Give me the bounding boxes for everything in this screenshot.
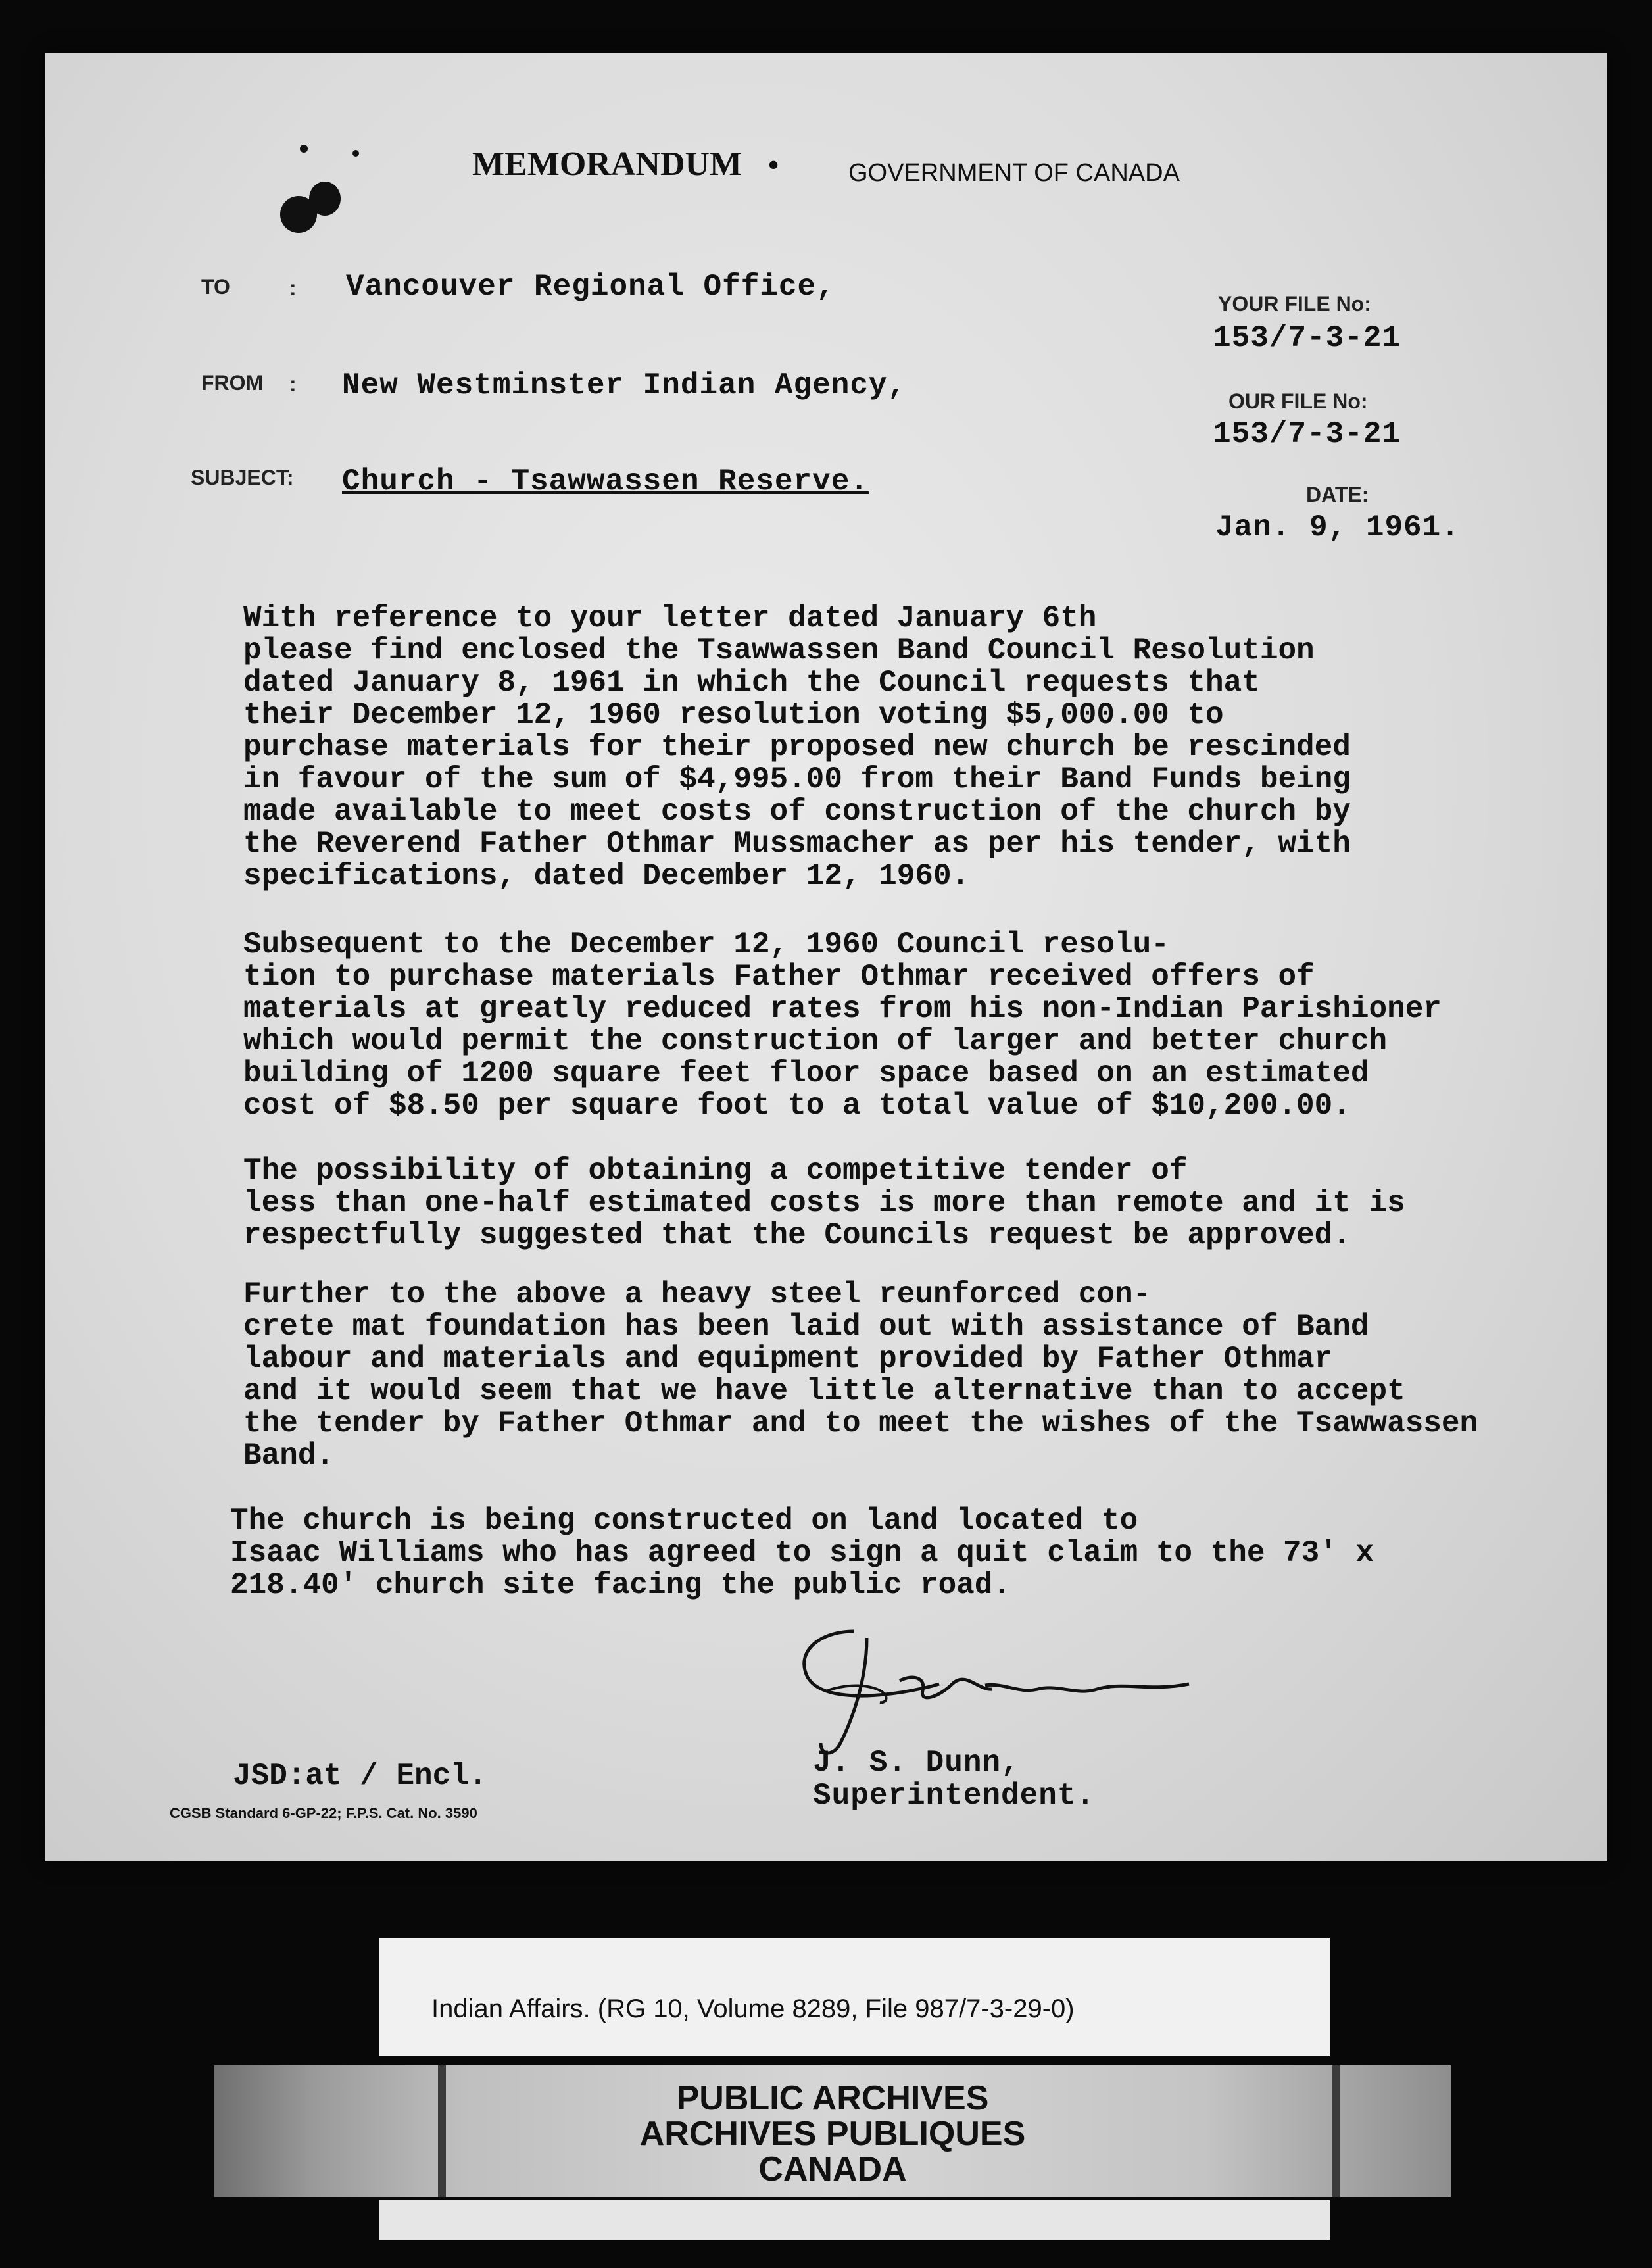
archive-line-2: ARCHIVES PUBLIQUES (639, 2115, 1026, 2153)
subject-value: Church - Tsawwassen Reserve. (342, 464, 869, 499)
our-file-value: 153/7-3-21 (1213, 417, 1401, 451)
to-label: TO (201, 275, 230, 299)
memorandum-sheet (45, 53, 1607, 1861)
government-of-canada: GOVERNMENT OF CANADA (848, 159, 1180, 187)
from-value: New Westminster Indian Agency, (342, 368, 907, 403)
from-colon: : (289, 372, 297, 396)
body-paragraph-5: The church is being constructed on land located to Isaac Williams who has agreed to sign a quit claim to the 73' x 218.40' church site facing the public road. (230, 1504, 1374, 1602)
header-bullet: • (768, 148, 779, 182)
subject-label: SUBJECT: (191, 466, 294, 489)
body-paragraph-2: Subsequent to the December 12, 1960 Council resolu- tion to purchase materials Father Othmar received offers of materials at greatly reduced rates from his non-Indian Parishioner which would permit the construction of larger and better church building of 1200 square feet floor space based on an estimated cost of $8.50 per square foot to a total value of $10,200.00. (243, 927, 1442, 1123)
body-paragraph-1: With reference to your letter dated January 6th please find enclosed the Tsawwassen Band Council Resolution dated January 8, 1961 in which the Council requests that their December 12, 1960 resolution voting $5,000.00 to purchase materials for their proposed new church be rescinded in favour of the sum of $4,995.00 from their Band Funds being made available to meet costs of construction of the church by the Reverend Father Othmar Mussmacher as per his tender, with specifications, dated December 12, 1960. (243, 601, 1351, 893)
ink-speck (300, 145, 308, 153)
form-number: CGSB Standard 6-GP-22; F.P.S. Cat. No. 3590 (170, 1805, 477, 1821)
memorandum-title: MEMORANDUM (472, 145, 742, 183)
your-file-label: YOUR FILE No: (1218, 292, 1371, 316)
signatory-name: J. S. Dunn, (813, 1746, 1020, 1780)
to-value: Vancouver Regional Office, (346, 270, 835, 304)
date-label: DATE: (1306, 483, 1369, 506)
body-paragraph-4: Further to the above a heavy steel reunforced con- crete mat foundation has been laid out with assistance of Band labour and materials and equipment provided by Father Othmar and it would seem that we have little alternative than to accept the tender by Father Othmar and to meet the wishes of the Tsawwassen Band. (243, 1277, 1478, 1473)
from-label: FROM (201, 371, 264, 395)
archive-line-1: PUBLIC ARCHIVES (676, 2079, 989, 2117)
our-file-label: OUR FILE No: (1228, 389, 1368, 413)
reference-initials: JSD:at / Encl. (233, 1759, 487, 1793)
your-file-value: 153/7-3-21 (1213, 321, 1401, 355)
body-paragraph-3: The possibility of obtaining a competitive tender of less than one-half estimated costs is more than remote and it is respectfully suggested that the Councils request be approved. (243, 1154, 1405, 1252)
ink-spot (309, 182, 341, 216)
archive-citation-card (379, 1938, 1330, 2056)
date-value: Jan. 9, 1961. (1215, 510, 1460, 545)
ink-speck (352, 150, 359, 157)
archive-citation: Indian Affairs. (RG 10, Volume 8289, File 987/7-3-29-0) (431, 1994, 1075, 2023)
bottom-card-strip (379, 2200, 1330, 2240)
signatory-title: Superintendent. (813, 1779, 1096, 1813)
to-colon: : (289, 276, 297, 300)
archive-line-3: CANADA (758, 2150, 907, 2188)
archive-stamp-band (214, 2065, 1451, 2197)
